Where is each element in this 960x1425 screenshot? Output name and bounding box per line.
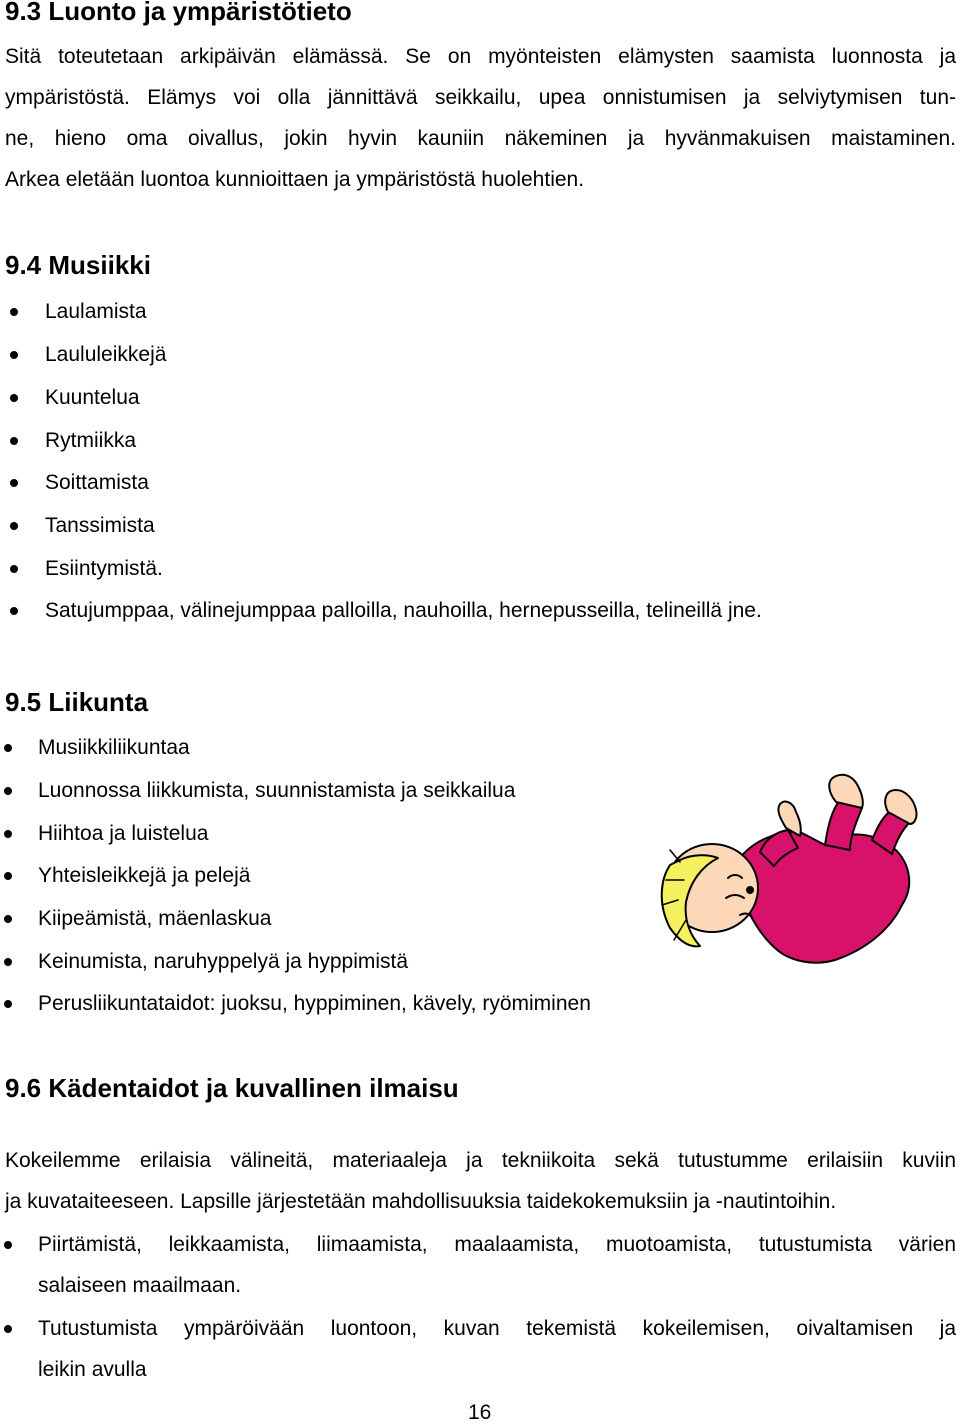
list-item: Hiihtoa ja luistelua bbox=[38, 822, 209, 845]
list-item: Luonnossa liikkumista, suunnistamista ja seikkailua bbox=[38, 779, 516, 802]
list-item: Rytmiikka bbox=[45, 429, 137, 452]
heading-9-5: 9.5 Liikunta bbox=[5, 687, 149, 717]
bullet-icon bbox=[10, 351, 18, 359]
bullet-icon bbox=[4, 1241, 12, 1249]
bullet-icon bbox=[4, 1325, 12, 1333]
list-item: Esiintymistä. bbox=[45, 557, 163, 580]
bullet-icon bbox=[10, 607, 18, 615]
text-line: ympäristöstä. Elämys voi olla jännittävä seikkailu, upea onnistumisen ja selviytymisen tun- bbox=[5, 86, 956, 109]
list-item: Keinumista, naruhyppelyä ja hyppimistä bbox=[38, 950, 409, 973]
paragraph-9-3 bbox=[5, 36, 956, 200]
text-line: Piirtämistä, leikkaamista, liimaamista, maalaamista, muotoamista, tutustumista värien bbox=[38, 1233, 956, 1256]
bullet-icon bbox=[10, 437, 18, 445]
bullet-icon bbox=[10, 394, 18, 402]
text-line: Arkea eletään luontoa kunnioittaen ja ympäristöstä huolehtien. bbox=[5, 168, 585, 191]
list-item bbox=[38, 1308, 956, 1390]
bullet-icon bbox=[4, 830, 12, 838]
list-item: Laululeikkejä bbox=[45, 343, 167, 366]
heading-9-6: 9.6 Kädentaidot ja kuvallinen ilmaisu bbox=[5, 1073, 459, 1103]
baby-clipart-icon bbox=[640, 770, 960, 980]
list-item: Soittamista bbox=[45, 471, 149, 494]
bullet-icon bbox=[10, 479, 18, 487]
bullet-icon bbox=[10, 522, 18, 530]
list-item: Kiipeämistä, mäenlaskua bbox=[38, 907, 272, 930]
list-item: Kuuntelua bbox=[45, 386, 140, 409]
heading-9-3: 9.3 Luonto ja ympäristötieto bbox=[5, 0, 352, 26]
text-line: Kokeilemme erilaisia välineitä, materiaaleja ja tekniikoita sekä tutustumme erilaisiin kuviin bbox=[5, 1149, 956, 1172]
paragraph-9-6 bbox=[5, 1140, 956, 1222]
text-line: ja kuvataiteeseen. Lapsille järjestetään mahdollisuuksia taidekokemuksiin ja -nautintoihin. bbox=[5, 1190, 837, 1213]
list-item: Tanssimista bbox=[45, 514, 155, 537]
list-item: Yhteisleikkejä ja pelejä bbox=[38, 864, 251, 887]
bullet-icon bbox=[4, 744, 12, 752]
list-item bbox=[38, 1224, 956, 1306]
bullet-icon bbox=[4, 872, 12, 880]
text-line: salaiseen maailmaan. bbox=[38, 1274, 242, 1297]
text-line: Tutustumista ympäröivään luontoon, kuvan tekemistä kokeilemisen, oivaltamisen ja bbox=[38, 1317, 956, 1340]
bullet-icon bbox=[10, 565, 18, 573]
list-item: Laulamista bbox=[45, 300, 147, 323]
bullet-icon bbox=[4, 787, 12, 795]
text-line: leikin avulla bbox=[38, 1358, 147, 1381]
bullet-icon bbox=[4, 1000, 12, 1008]
list-item: Musiikkiliikuntaa bbox=[38, 736, 190, 759]
heading-9-4: 9.4 Musiikki bbox=[5, 250, 151, 280]
list-item: Perusliikuntataidot: juoksu, hyppiminen, kävely, ryömiminen bbox=[38, 992, 591, 1015]
page-number: 16 bbox=[468, 1401, 492, 1424]
bullet-icon bbox=[10, 308, 18, 316]
text-line: ne, hieno oma oivallus, jokin hyvin kauniin näkeminen ja hyvänmakuisen maistaminen. bbox=[5, 127, 956, 150]
text-line: Sitä toteutetaan arkipäivän elämässä. Se on myönteisten elämysten saamista luonnosta ja bbox=[5, 45, 956, 68]
bullet-icon bbox=[4, 915, 12, 923]
list-item: Satujumppaa, välinejumppaa palloilla, nauhoilla, hernepusseilla, telineillä jne. bbox=[45, 599, 762, 622]
bullet-icon bbox=[4, 958, 12, 966]
